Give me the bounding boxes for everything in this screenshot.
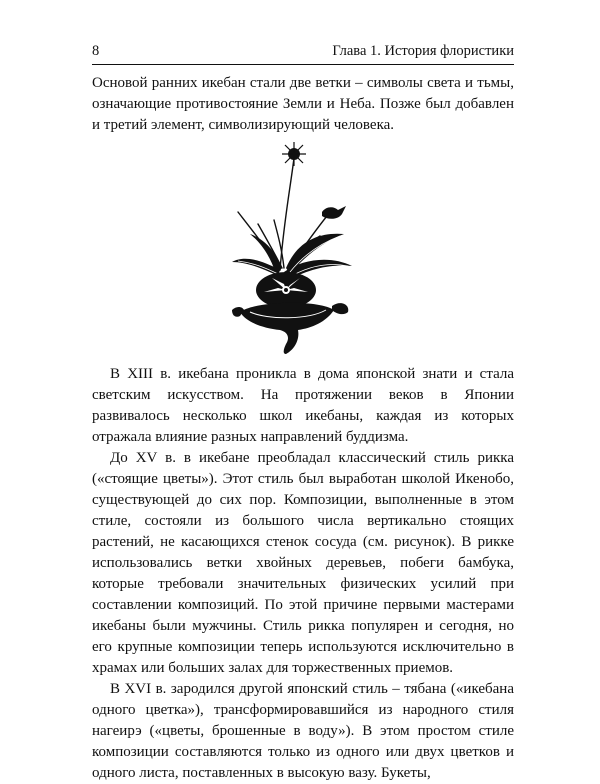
paragraph: Основой ранних икебан стали две ветки – символы света и тьмы, означающие противостояние Земли и Неба. Позже был добавлен и третий элемент, символизирующий человека. — [92, 75, 514, 133]
lotus-rosette — [256, 272, 316, 308]
text-block-top — [92, 73, 514, 136]
text-block-bottom — [92, 364, 514, 784]
paragraph: В XIII в. икебана проникла в дома японской знати и стала светским искусством. На протяжении веков в Японии развивалось несколько школ икебаны, каждая из которых отражала влияние разных направлений буддизма. — [92, 366, 514, 445]
vase-shape — [232, 303, 348, 354]
paragraph: В XVI в. зародился другой японский стиль – тябана («икебана одного цветка»), трансформировавшийся из народного стиля нагеирэ («цветы, брошенные в воду»). В этом простом стиле композиции составляются только из одного или двух цветков и одного листа, поставленных в высокую вазу. Букеты, — [92, 681, 514, 781]
paragraph: До XV в. в икебане преобладал классический стиль рикка («стоящие цветы»). Этот стиль был выработан школой Икенобо, существующей до сих пор. Композиции, выполненные в этом стиле, состояли из большого числа вертикально стоящих растений, не касающихся стенок сосуда (см. рисунок). В рикке использовались ветки хвойных деревьев, побеги бамбука, которые требовали значительных физических усилий при составлении композиций. По этой причине первыми мастерами икебаны были мужчины. Стиль рикка популярен и сегодня, но его крупные композиции теперь используются исключительно в храмах или больших залах для торжественных приемов. — [92, 450, 514, 676]
header-divider — [92, 64, 514, 65]
flower-head — [282, 142, 306, 166]
running-head — [92, 43, 514, 60]
chapter-title: Глава 1. История флористики — [332, 43, 514, 59]
bird-shape — [322, 206, 346, 219]
page-number: 8 — [92, 43, 100, 59]
ikebana-vase-illustration — [228, 140, 388, 358]
